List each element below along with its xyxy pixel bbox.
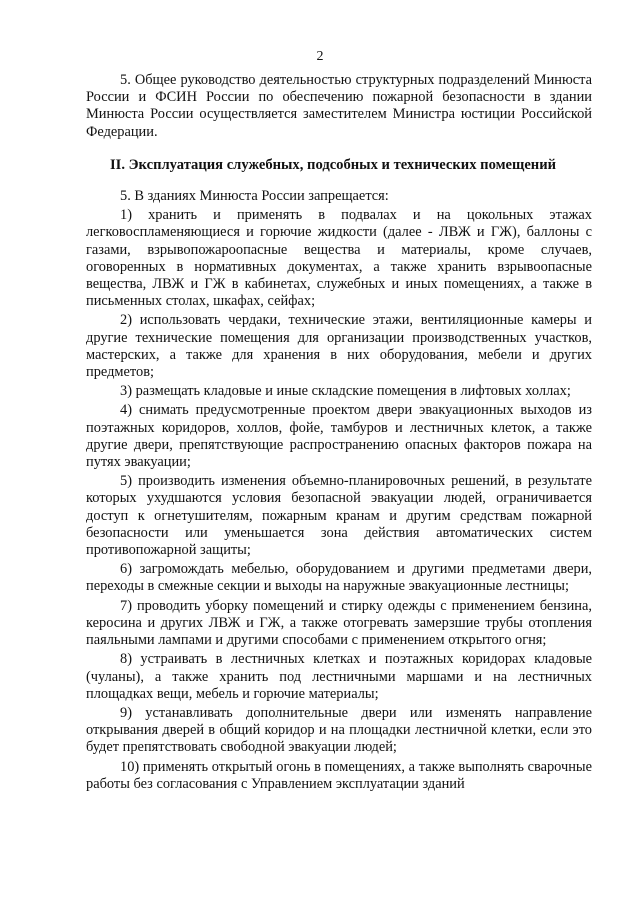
list-item: 4) снимать предусмотренные проектом двери эвакуационных выходов из поэтажных коридоров, холлов, фойе, тамбуров и лестничных клеток, а также другие двери, препятствующие распространению опасных факторов пожара на путях эвакуации; <box>86 402 592 471</box>
section-heading: II. Эксплуатация служебных, подсобных и технических помещений <box>110 156 557 173</box>
page-number: 2 <box>316 49 324 64</box>
list-item: 5) производить изменения объемно-планировочных решений, в результате которых ухудшаются условия безопасной эвакуации людей, ограничивается доступ к огнетушителям, пожарным кранам и другим средствам пожарной безопасности или уменьшается зона действия автоматических систем противопожарной защиты; <box>86 473 592 559</box>
list-item: 10) применять открытый огонь в помещениях, а также выполнять сварочные работы без согласования с Управлением эксплуатации зданий <box>86 758 592 792</box>
list-item: 6) загромождать мебелью, оборудованием и другими предметами двери, переходы в смежные секции и выходы на наружные эвакуационные лестницы; <box>86 561 592 595</box>
list-item: 8) устраивать в лестничных клетках и поэтажных коридорах кладовые (чуланы), а также хранить под лестничными маршами и на лестничных площадках вещи, мебель и горючие материалы; <box>86 651 592 702</box>
list-item: 9) устанавливать дополнительные двери или изменять направление открывания дверей в общий коридор и на площадки лестничной клетки, если это будет препятствовать свободной эвакуации людей; <box>86 704 592 756</box>
list-item: 2) использовать чердаки, технические этажи, вентиляционные камеры и другие технические помещения для организации производственных участков, мастерских, а также для хранения в них оборудования, мебели и других предметов; <box>86 312 592 381</box>
paragraph-general-management: 5. Общее руководство деятельностью структурных подразделений Минюста России и ФСИН России по обеспечению пожарной безопасности в здании Минюста России осуществляется заместителем Министра юстиции Российской Федерации. <box>86 72 592 140</box>
list-item: 7) проводить уборку помещений и стирку одежды с применением бензина, керосина и других ЛВЖ и ГЖ, а также отогревать замерзшие трубы отопления паяльными лампами и другими способами с применением открытого огня; <box>86 597 592 649</box>
document-body <box>86 72 592 793</box>
list-item: 1) хранить и применять в подвалах и на цокольных этажах легковоспламеняющиеся и горючие жидкости (далее - ЛВЖ и ГЖ), баллоны с газами, взрывопожароопасные вещества и материалы, кроме случаев, оговоренных в нормативных документах, а также хранить взрывоопасные вещества, ЛВЖ и ГЖ в кабинетах, служебных и иных помещениях, а также в письменных столах, шкафах, сейфах; <box>86 207 592 310</box>
prohibitions-intro: 5. В зданиях Минюста России запрещается: <box>120 188 389 205</box>
list-item: 3) размещать кладовые и иные складские помещения в лифтовых холлах; <box>120 383 571 400</box>
